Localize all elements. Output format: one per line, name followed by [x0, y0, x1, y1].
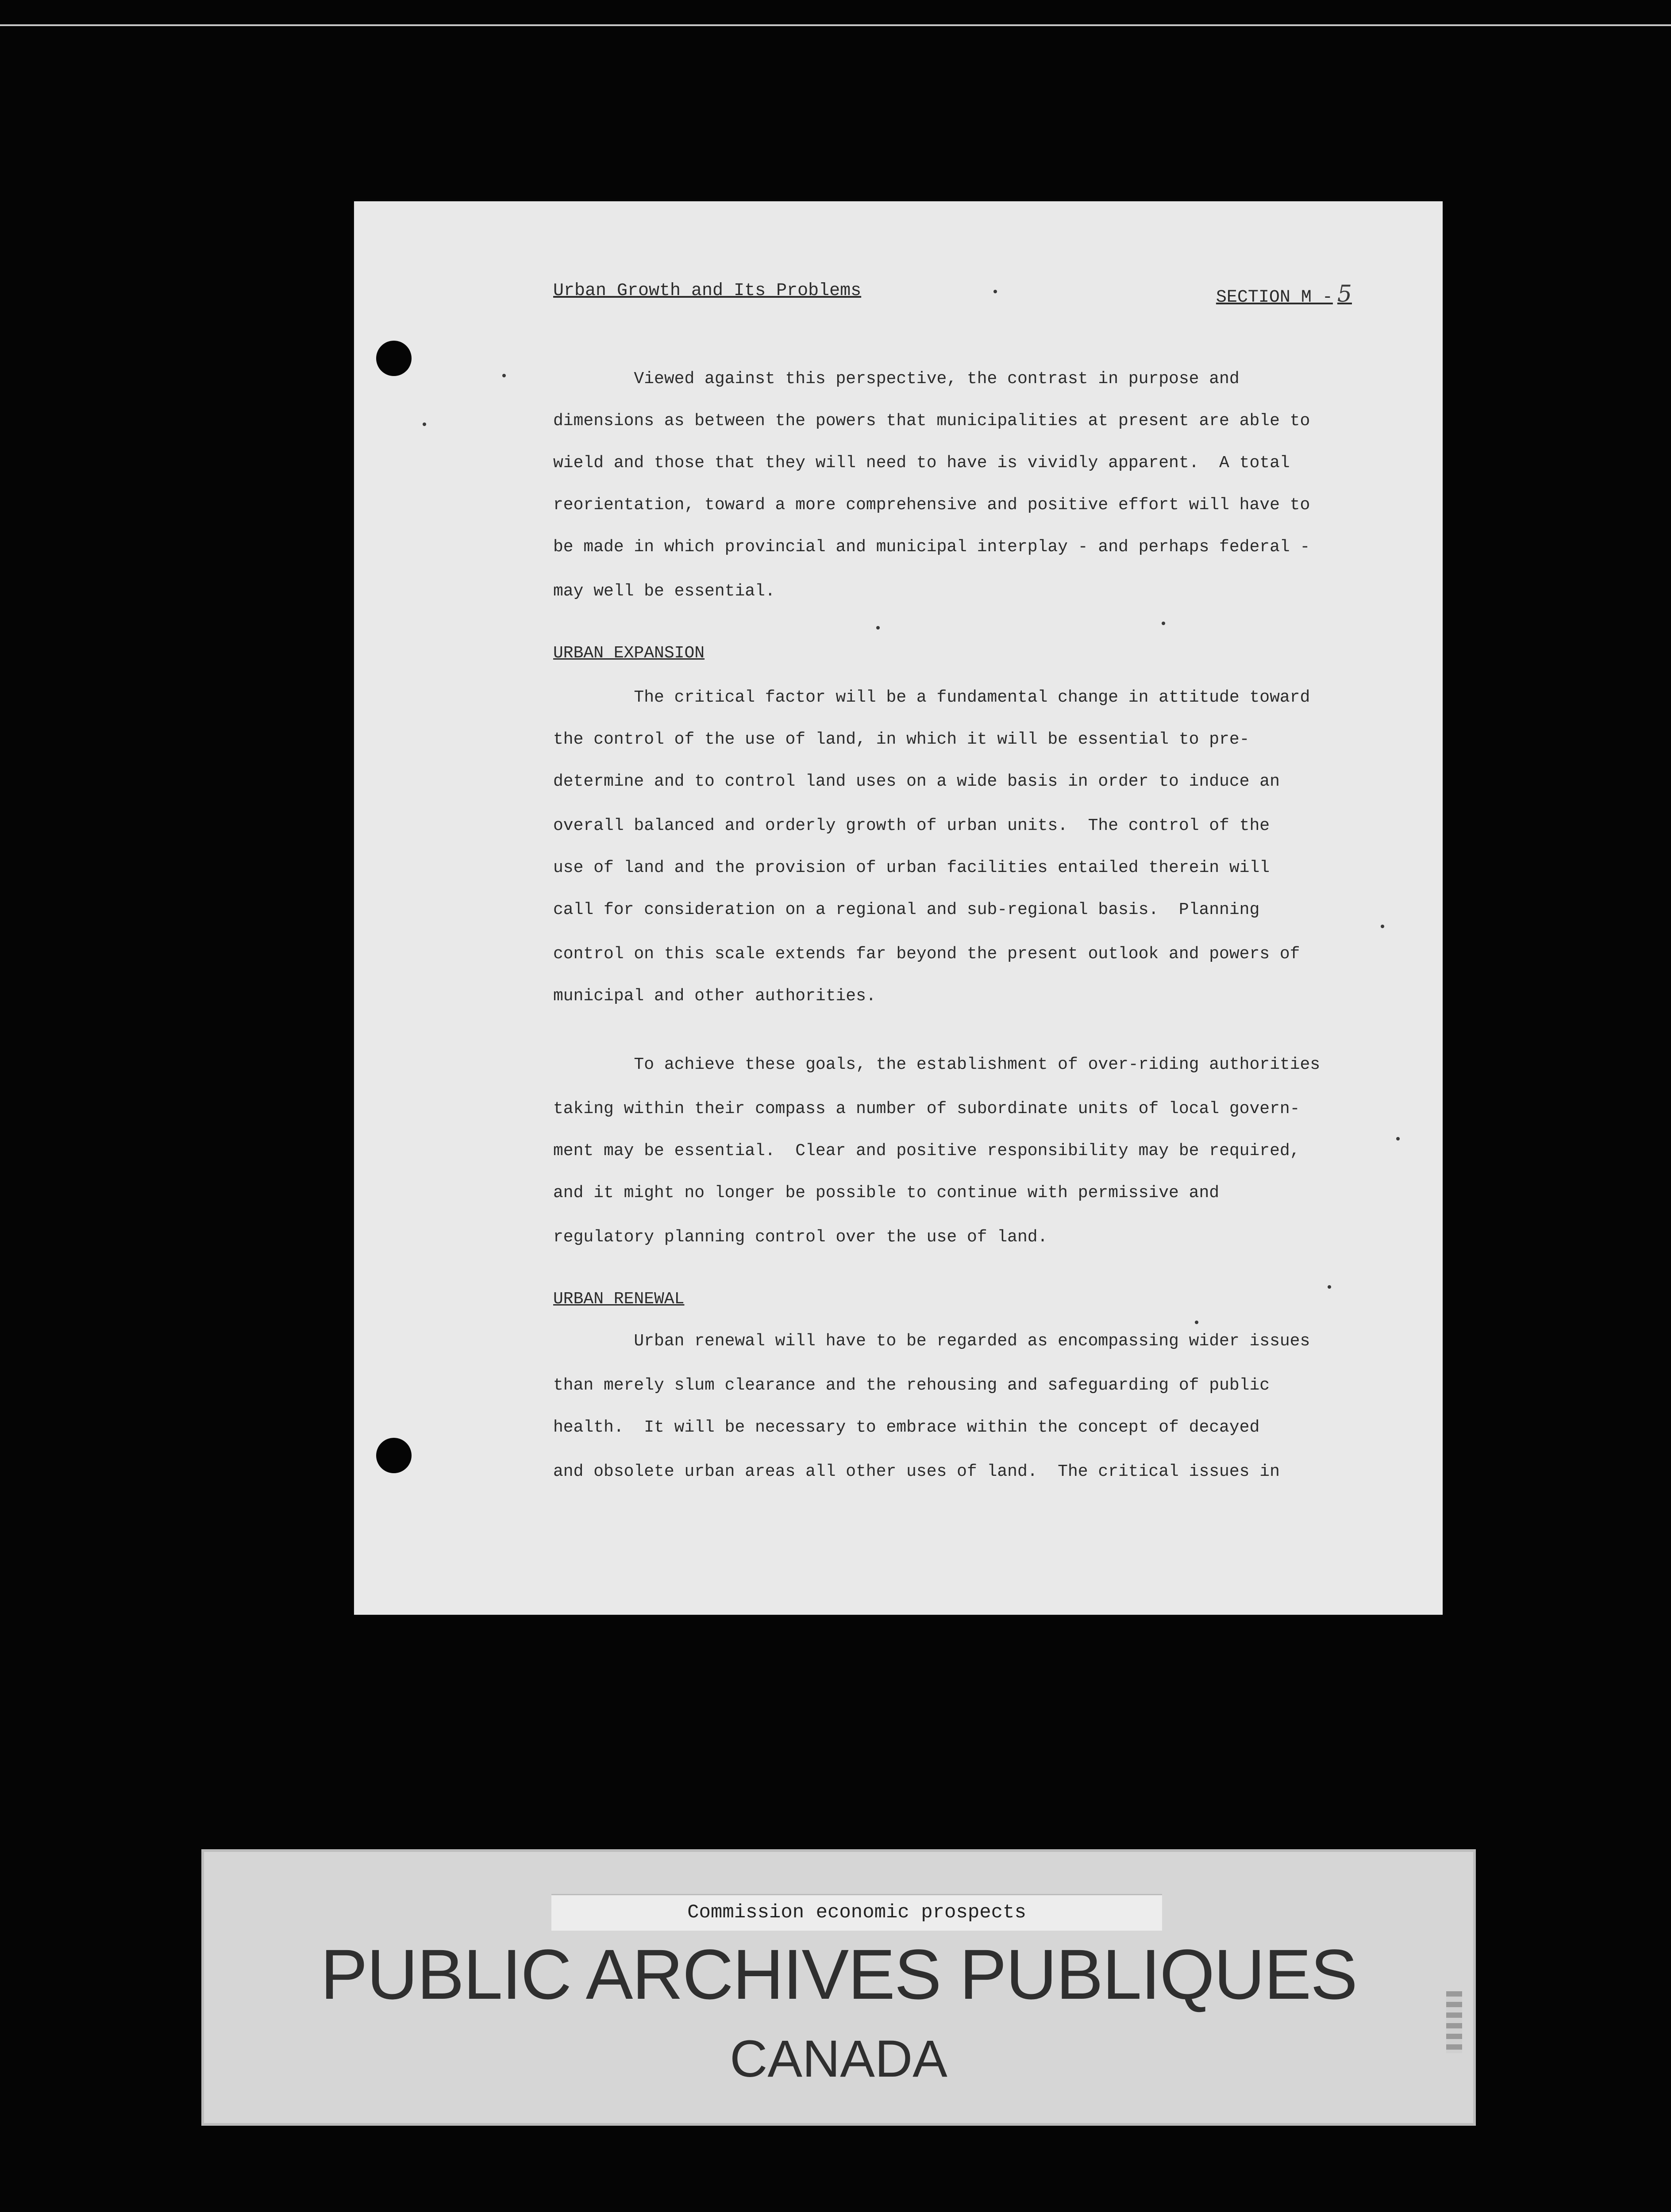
text-line: than merely slum clearance and the rehousing and safeguarding of public — [553, 1376, 1270, 1395]
speck — [1328, 1285, 1331, 1289]
document-header-title: Urban Growth and Its Problems — [553, 281, 862, 301]
archive-subtitle: CANADA — [730, 2030, 947, 2088]
text-line: municipal and other authorities. — [553, 987, 876, 1006]
text-line: wield and those that they will need to have is vividly apparent. A total — [553, 453, 1290, 472]
text-line: overall balanced and orderly growth of urban units. The control of the — [553, 816, 1270, 835]
text-line: and it might no longer be possible to continue with permissive and — [553, 1183, 1220, 1202]
text-line: may well be essential. — [553, 582, 775, 601]
punch-hole-top — [376, 341, 412, 376]
tape-corner — [1446, 1991, 1462, 2053]
speck — [423, 422, 426, 426]
text-line: control on this scale extends far beyond the present outlook and powers of — [553, 945, 1300, 964]
text-line: dimensions as between the powers that municipalities at present are able to — [553, 411, 1310, 430]
text-line: The critical factor will be a fundamental change in attitude toward — [553, 688, 1310, 707]
speck — [1195, 1321, 1198, 1324]
text-line: be made in which provincial and municipal interplay - and perhaps federal - — [553, 538, 1310, 557]
text-line: Urban renewal will have to be regarded as encompassing wider issues — [553, 1332, 1310, 1351]
speck — [1381, 925, 1384, 928]
text-line: the control of the use of land, in which it will be essential to pre- — [553, 730, 1250, 749]
document-header-section — [1216, 281, 1352, 307]
section-heading: URBAN EXPANSION — [553, 644, 705, 663]
speck — [1396, 1137, 1400, 1141]
speck — [1162, 622, 1165, 625]
section-label: SECTION M - — [1216, 288, 1333, 307]
archive-title: PUBLIC ARCHIVES PUBLIQUES — [320, 1935, 1357, 2014]
text-line: health. It will be necessary to embrace within the concept of decayed — [553, 1418, 1260, 1437]
text-line: use of land and the provision of urban facilities entailed therein will — [553, 858, 1270, 877]
section-heading: URBAN RENEWAL — [553, 1290, 685, 1309]
label-strip — [551, 1894, 1162, 1931]
text-line: ment may be essential. Clear and positive responsibility may be required, — [553, 1141, 1300, 1160]
text-line: taking within their compass a number of subordinate units of local govern- — [553, 1099, 1300, 1118]
text-line: To achieve these goals, the establishment of over-riding authorities — [553, 1055, 1321, 1074]
archive-label — [201, 1849, 1476, 2126]
text-line: determine and to control land uses on a wide basis in order to induce an — [553, 772, 1280, 791]
document-page — [354, 201, 1443, 1615]
speck — [502, 374, 506, 377]
text-line: regulatory planning control over the use of land. — [553, 1228, 1048, 1247]
scan-top-edge — [0, 24, 1671, 26]
text-line: reorientation, toward a more comprehensive and positive effort will have to — [553, 495, 1310, 515]
punch-hole-bottom — [376, 1438, 412, 1473]
page-number: 5 — [1337, 281, 1352, 307]
text-line: Viewed against this perspective, the contrast in purpose and — [553, 369, 1240, 388]
text-line: and obsolete urban areas all other uses of land. The critical issues in — [553, 1462, 1280, 1481]
speck — [993, 290, 997, 293]
text-line: call for consideration on a regional and sub-regional basis. Planning — [553, 900, 1260, 919]
speck — [876, 626, 880, 630]
label-strip-text: Commission economic prospects — [687, 1901, 1026, 1924]
